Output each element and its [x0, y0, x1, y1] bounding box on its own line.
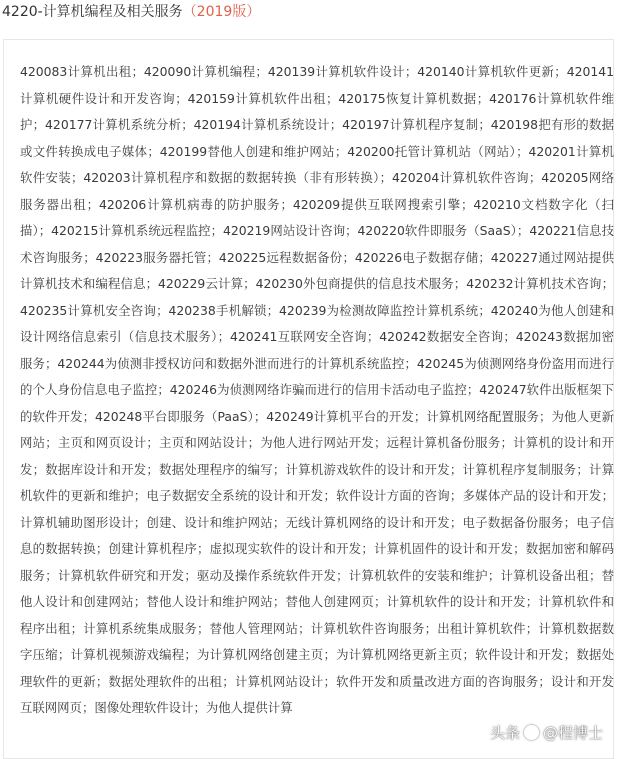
- page-title: 4220-计算机编程及相关服务: [2, 4, 183, 20]
- service-list-text: 420083计算机出租；420090计算机编程；420139计算机软件设计；420140计算机软件更新；420141计算机硬件设计和开发咨询；420159计算机软件出租；420175恢复计算机数据；420176计算机软件维护；420177计算机系统分析；420194计算机系统设计；420197计算机程序复制；420198把有形的数据或文件转换成电子媒体；420199替他人创建和维护网站；420200托管计算机站（网站）；420201计算机软件安装；420203计算机程序和数据的数据转换（非有形转换）；420204计算机软件咨询；420205网络服务器出租；420206计算机病毒的防护服务；420209提供互联网搜索引擎；420210文档数字化（扫描）；420215计算机系统远程监控；420219网站设计咨询；420220软件即服务（SaaS）；420221信息技术咨询服务；420223服务器托管；420225远程数据备份；420226电子数据存储；420227通过网站提供计算机技术和编程信息；420229云计算；420230外包商提供的信息技术服务；420232计算机技术咨询；420235计算机安全咨询；420238手机解锁；420239为检测故障监控计算机系统；420240为他人创建和设计网络信息索引（信息技术服务）；420241互联网安全咨询；420242数据安全咨询；420243数据加密服务；420244为侦测非授权访问和数据外泄而进行的计算机系统监控；420245为侦测网络身份盗用而进行的个人身份信息电子监控；420246为侦测网络诈骗而进行的信用卡活动电子监控；420247软件出版框架下的软件开发；420248平台即服务（PaaS）；420249计算机平台的开发；计算机网络配置服务；为他人更新网站；主页和网页设计；主页和网站设计；为他人进行网站开发；远程计算机备份服务；计算机的设计和开发；数据库设计和开发；数据处理程序的编写；计算机游戏软件的设计和开发；计算机程序复制服务；计算机软件的更新和维护；电子数据安全系统的设计和开发；软件设计方面的咨询；多媒体产品的设计和开发；计算机辅助图形设计；创建、设计和维护网站；无线计算机网络的设计和开发；电子数据备份服务；电子信息的数据转换；创建计算机程序；虚拟现实软件的设计和开发；计算机固件的设计和开发；数据加密和解码服务；计算机软件研究和开发；驱动及操作系统软件开发；计算机软件的安装和维护；计算机设备出租；替他人设计和创建网站；替他人设计和维护网站；替他人创建网页；计算机软件的设计和开发；计算机软件和程序出租；计算机系统集成服务；替他人管理网站；计算机软件咨询服务；出租计算机软件；计算机数据数字压缩；计算机视频游戏编程；为计算机网络创建主页；为计算机网络更新主页；软件设计和开发；数据处理软件的更新；数据处理软件的出租；计算机网站设计；软件开发和质量改进方面的咨询服务；设计和开发互联网网页；图像处理软件设计；为他人提供计算: [20, 64, 614, 715]
- watermark-prefix: 头条: [489, 724, 520, 742]
- avatar-icon: [524, 725, 539, 740]
- watermark-author: @程博士: [542, 724, 603, 742]
- toutiao-watermark: [490, 722, 603, 743]
- edition-label: （2019版）: [182, 4, 261, 20]
- page-header: [0, 0, 617, 28]
- content-box: [3, 39, 614, 759]
